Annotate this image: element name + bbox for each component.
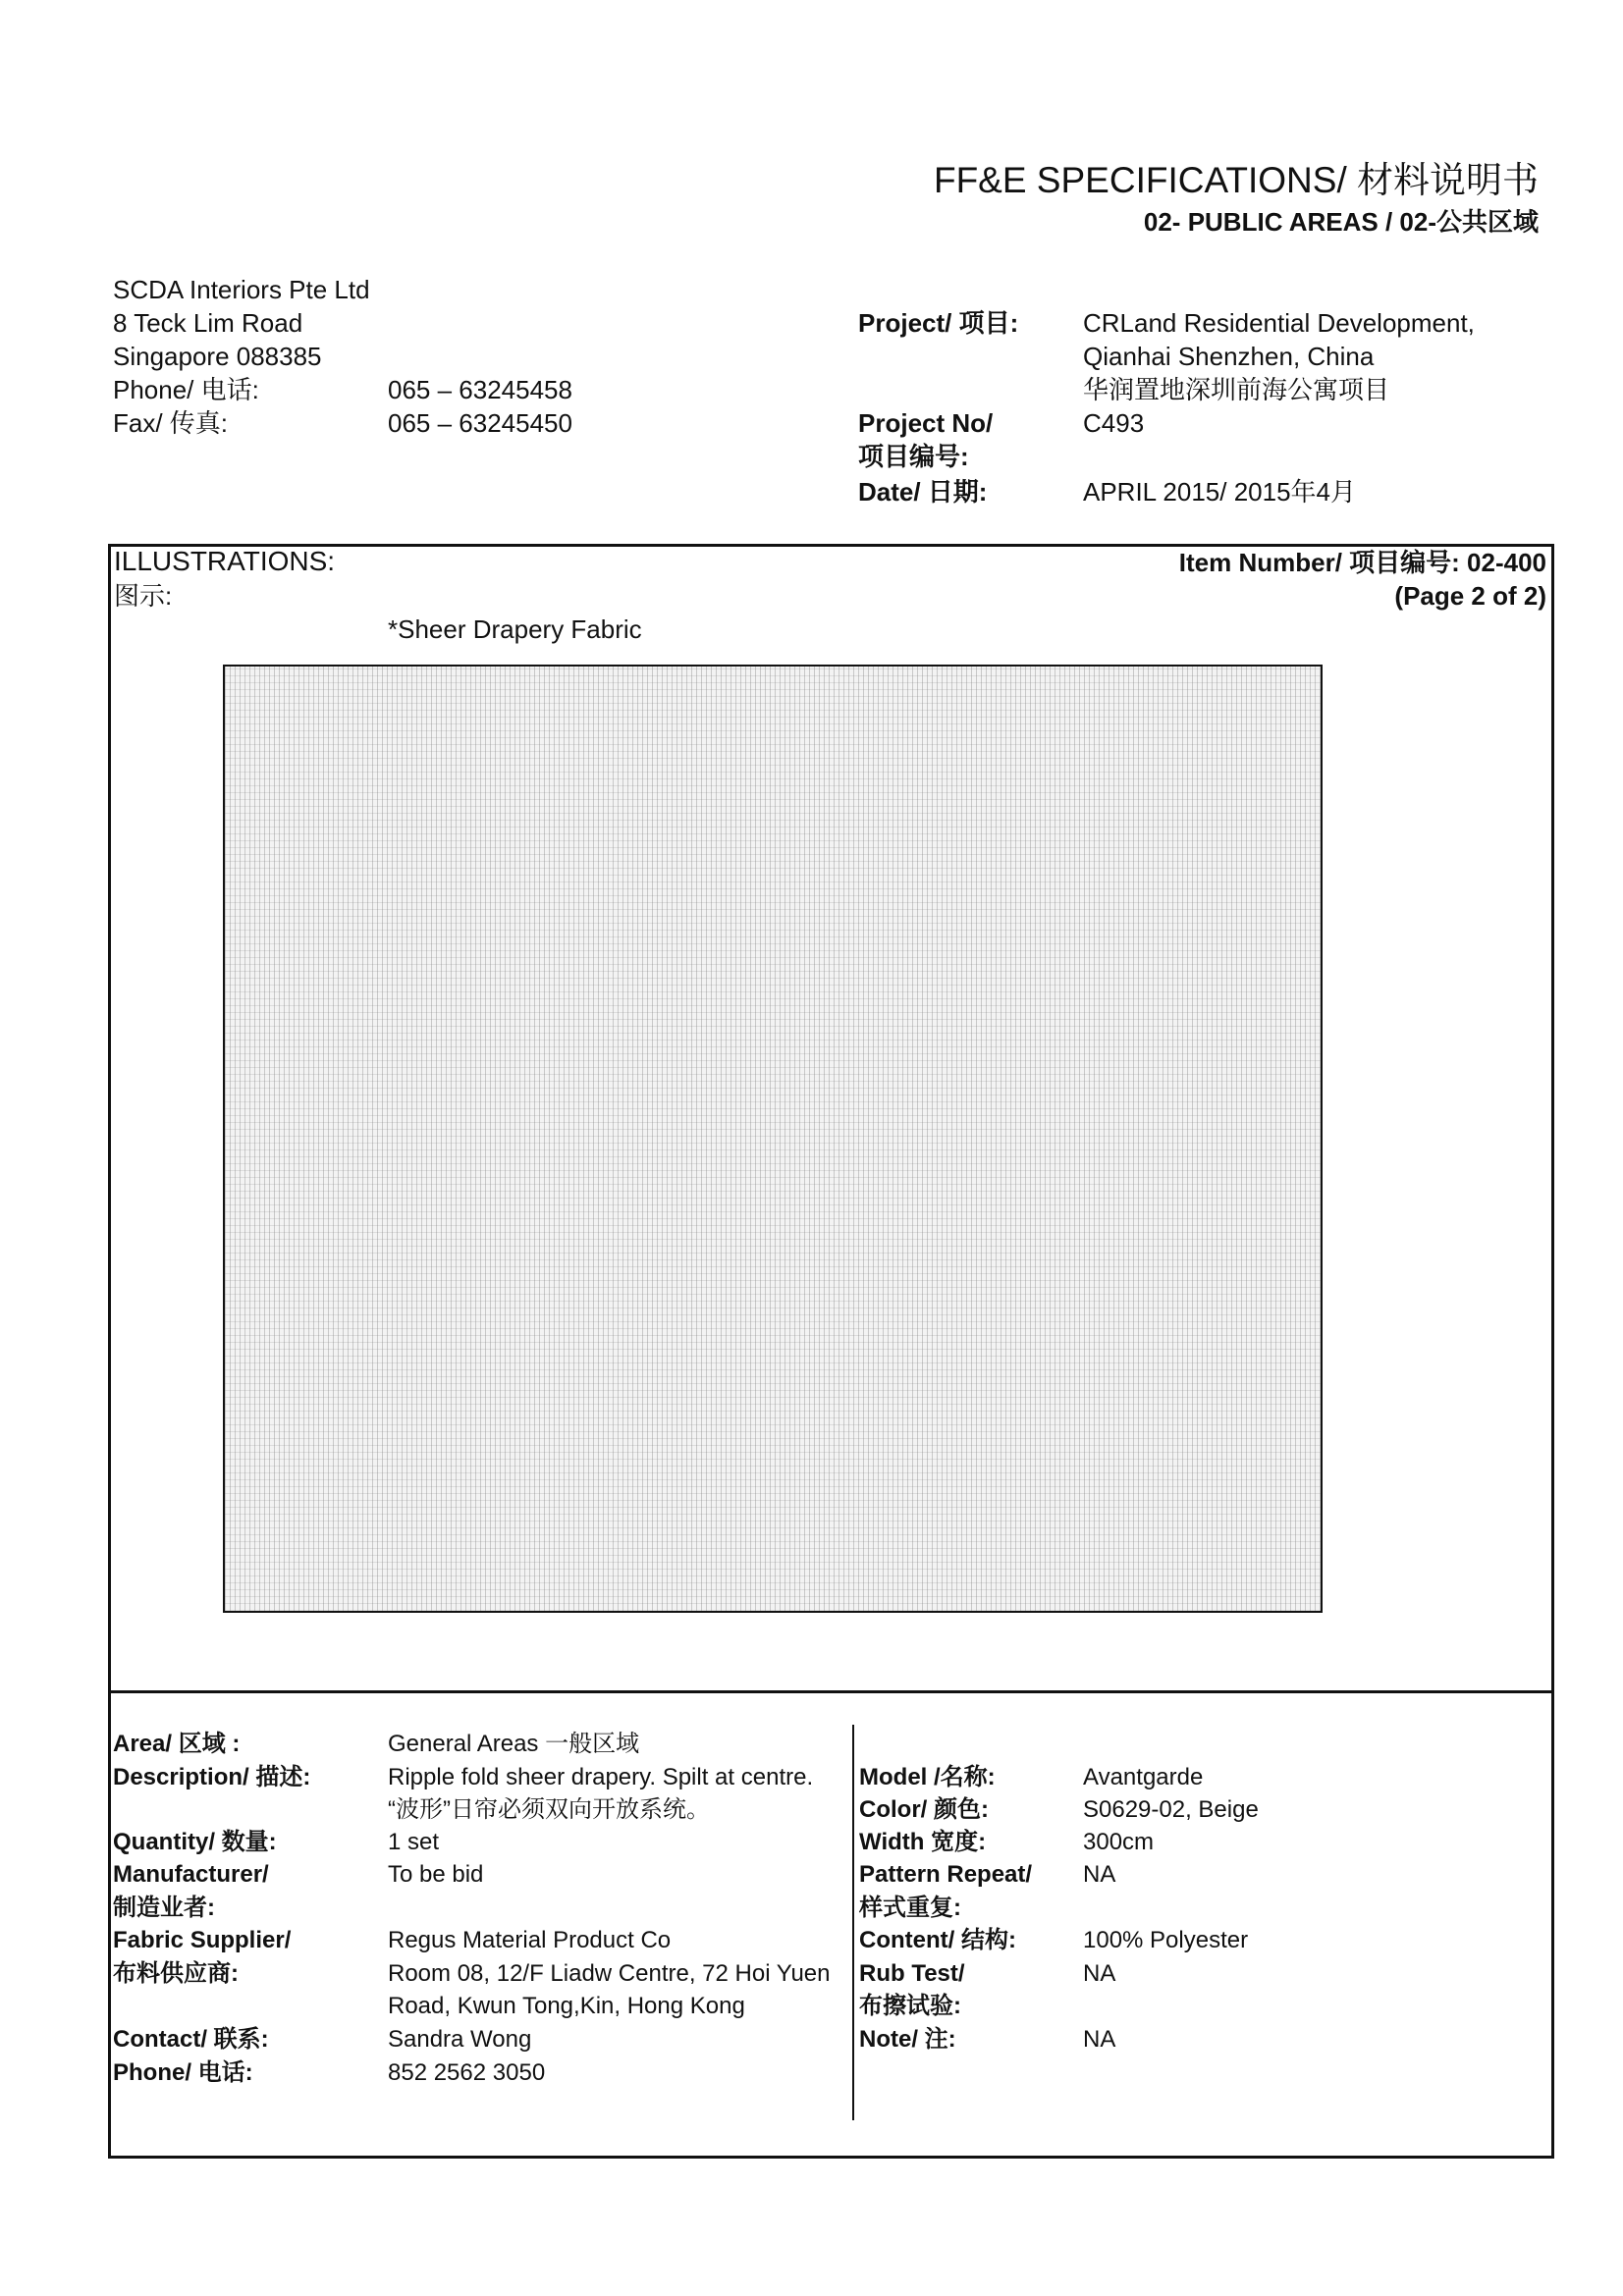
company-name: SCDA Interiors Pte Ltd [113, 275, 370, 304]
column-divider [852, 1725, 854, 2120]
width-value: 300cm [1083, 1829, 1155, 1855]
model-label: Model /名称: [859, 1764, 996, 1790]
illustrations-label-cn: 图示: [114, 581, 173, 611]
quantity-value: 1 set [388, 1829, 440, 1855]
manufacturer-label-line2: 制造业者: [113, 1895, 215, 1921]
project-number-label-line2: 项目编号: [858, 442, 969, 471]
company-fax-value: 065 – 63245450 [388, 408, 572, 438]
pattern-value: NA [1083, 1861, 1116, 1888]
supplier-phone-label: Phone/ 电话: [113, 2059, 253, 2086]
note-value: NA [1083, 2026, 1116, 2053]
project-name-line1: CRLand Residential Development, [1083, 308, 1475, 338]
pattern-label-line2: 样式重复: [859, 1895, 961, 1921]
manufacturer-label-line1: Manufacturer/ [113, 1861, 269, 1888]
area-value: General Areas 一般区域 [388, 1731, 640, 1757]
company-phone-value: 065 – 63245458 [388, 375, 572, 404]
contact-value: Sandra Wong [388, 2026, 532, 2053]
company-phone-label: Phone/ 电话: [113, 375, 259, 404]
fabric-swatch-image [223, 665, 1323, 1613]
rub-test-label-line1: Rub Test/ [859, 1960, 965, 1987]
company-address-line2: Singapore 088385 [113, 342, 322, 371]
color-label: Color/ 颜色: [859, 1796, 989, 1823]
area-label: Area/ 区域 : [113, 1731, 241, 1757]
color-value: S0629-02, Beige [1083, 1796, 1259, 1823]
contact-label: Contact/ 联系: [113, 2026, 269, 2053]
supplier-label-line1: Fabric Supplier/ [113, 1927, 292, 1953]
supplier-line3: Road, Kwun Tong,Kin, Hong Kong [388, 1993, 745, 2019]
content-value: 100% Polyester [1083, 1927, 1249, 1953]
date-label: Date/ 日期: [858, 477, 988, 507]
note-label: Note/ 注: [859, 2026, 956, 2053]
document-title: FF&E SPECIFICATIONS/ 材料说明书 [933, 160, 1539, 200]
illustrations-label: ILLUSTRATIONS: [114, 546, 336, 576]
document-subtitle: 02- PUBLIC AREAS / 02-公共区域 [1143, 207, 1539, 237]
company-address-line1: 8 Teck Lim Road [113, 308, 303, 338]
company-fax-label: Fax/ 传真: [113, 408, 229, 438]
supplier-line1: Regus Material Product Co [388, 1927, 672, 1953]
date-value: APRIL 2015/ 2015年4月 [1083, 477, 1356, 507]
model-value: Avantgarde [1083, 1764, 1204, 1790]
manufacturer-value: To be bid [388, 1861, 484, 1888]
project-label: Project/ 项目: [858, 308, 1019, 338]
description-label: Description/ 描述: [113, 1764, 311, 1790]
supplier-phone-value: 852 2562 3050 [388, 2059, 546, 2086]
project-number-value: C493 [1083, 408, 1145, 438]
content-label: Content/ 结构: [859, 1927, 1016, 1953]
pattern-label-line1: Pattern Repeat/ [859, 1861, 1033, 1888]
description-line2: “波形”日帘必须双向开放系统。 [388, 1796, 710, 1823]
rub-test-value: NA [1083, 1960, 1116, 1987]
description-line1: Ripple fold sheer drapery. Spilt at centre. [388, 1764, 814, 1790]
width-label: Width 宽度: [859, 1829, 987, 1855]
page-indicator: (Page 2 of 2) [1394, 581, 1546, 611]
rub-test-label-line2: 布擦试验: [859, 1993, 961, 2019]
section-divider [108, 1690, 1554, 1693]
illustration-caption: *Sheer Drapery Fabric [388, 614, 642, 644]
project-name-line3: 华润置地深圳前海公寓项目 [1083, 375, 1390, 404]
quantity-label: Quantity/ 数量: [113, 1829, 277, 1855]
project-name-line2: Qianhai Shenzhen, China [1083, 342, 1375, 371]
project-number-label-line1: Project No/ [858, 408, 994, 438]
supplier-line2: Room 08, 12/F Liadw Centre, 72 Hoi Yuen [388, 1960, 831, 1987]
supplier-label-line2: 布料供应商: [113, 1960, 239, 1987]
item-number: Item Number/ 项目编号: 02-400 [1178, 548, 1546, 577]
